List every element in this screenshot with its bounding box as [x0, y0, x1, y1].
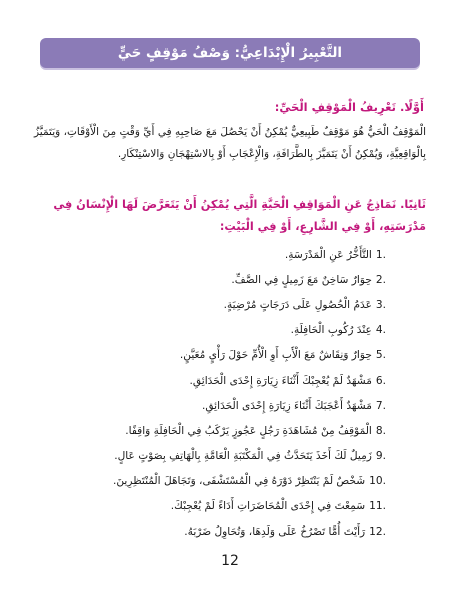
list-item — [113, 494, 386, 519]
item-text: سَمِعْتَ فِي إِحْدَى الْمُحَاضَرَاتِ أَدَاءً لَمْ يُعْجِبْكَ. — [170, 500, 366, 513]
item-text: عِنْدَ رُكُوبِ الْحَافِلَةِ. — [290, 324, 372, 337]
item-number: 5. — [375, 349, 386, 362]
item-number: 2. — [375, 273, 386, 286]
item-text: حِوَارٌ سَاخِنٌ مَعَ زَمِيلٍ فِي الصَّفِّ. — [231, 273, 372, 286]
section1-paragraph: الْمَوْقِفُ الْحَيُّ هُوَ مَوْقِفٌ طَبِيعِيٌّ يُمْكِنُ أَنْ يَحْصُلَ مَعَ صَاحِبِهِ فِي أَيِّ وَقْتٍ مِنَ الْأَوْقَاتِ، وَيَتَمَيَّزُ بِالْوَاقِعِيَّةِ، وَيُمْكِنُ أَنْ يَتَمَيَّزَ بِالطَّرَافَةِ، وَالْإِعْجَابِ أَوْ بِالاسْتِهْجَانِ وَالاسْتِنْكَارِ. — [34, 126, 426, 160]
item-number: 1. — [375, 248, 386, 261]
item-text: زَمِيلٌ لَكَ أَخَذَ يَتَحَدَّثُ فِي الْمَكْتَبَةِ الْعَامَّةِ بِالْهَاتِفِ بِصَوْتٍ عَالٍ. — [114, 450, 372, 463]
list-item — [113, 267, 386, 292]
list-item — [113, 343, 386, 368]
list-item — [113, 292, 386, 317]
section2-heading: ثَانِيًا. نَمَاذِجُ عَنِ الْمَوَاقِفِ الْحَيَّةِ الَّتِي يُمْكِنُ أَنْ يَتَعَرَّضَ لَهَا الْإِنْسَانُ فِي مَدْرَسَتِهِ، أَوْ فِي الشَّارِعِ، أَوْ فِي الْبَيْتِ: — [53, 198, 426, 233]
item-number: 12. — [369, 525, 386, 538]
item-text: حِوَارٌ وَنِقَاشٌ مَعَ الْأَبِ أَوِ الْأُمِّ حَوْلَ رَأْيٍ مُعَيَّنٍ. — [179, 349, 372, 362]
page-number: 12 — [221, 553, 239, 569]
item-number: 8. — [375, 424, 386, 437]
item-number: 9. — [375, 450, 386, 463]
item-text: التَّأَخُّرُ عَنِ الْمَدْرَسَةِ. — [284, 248, 372, 261]
item-text: الْمَوْقِفُ مِنْ مُشَاهَدَةِ رَجُلٍ عَجُوزٍ يَرْكَبُ فِي الْحَافِلَةِ وَاقِفًا. — [125, 424, 372, 437]
list-item — [113, 242, 386, 267]
list-item — [113, 444, 386, 469]
lesson-title: التَّعْبِيرُ الْإِبْدَاعِيُّ: وَصْفُ مَوْقِفٍ حَيٍّ — [117, 45, 343, 61]
list-item — [113, 393, 386, 418]
list-item — [113, 469, 386, 494]
item-text: شَخْصٌ لَمْ يَنْتَظِرْ دَوْرَهُ فِي الْمُسْتَشْفَى، وَتَجَاهَلَ الْمُنْتَظِرِينَ. — [112, 475, 366, 488]
item-number: 4. — [375, 324, 386, 337]
examples-list — [113, 242, 386, 544]
item-text: مَشْهَدٌ أَعْجَبَكَ أَثْنَاءَ زِيَارَةِ إِحْدَى الْحَدَائِقِ. — [201, 399, 372, 412]
list-item — [113, 519, 386, 544]
item-text: عَدَمُ الْحُصُولِ عَلَى دَرَجَاتٍ مُرْضِيَةٍ. — [223, 298, 372, 311]
item-text: رَأَيْتَ أُمًّا تَصْرُخُ عَلَى وَلَدِهَا، وَتُحَاوِلُ ضَرْبَهُ. — [184, 525, 366, 538]
item-number: 6. — [375, 374, 386, 387]
item-number: 3. — [375, 298, 386, 311]
list-item — [113, 418, 386, 443]
lesson-title-banner — [40, 38, 420, 68]
list-item — [113, 368, 386, 393]
list-item — [113, 318, 386, 343]
item-number: 11. — [369, 500, 386, 513]
section1-heading: أَوَّلًا. تَعْرِيفُ الْمَوْقِفِ الْحَيِّ: — [274, 100, 424, 114]
item-number: 10. — [369, 475, 386, 488]
item-text: مَشْهَدٌ لَمْ يُعْجِبْكَ أَثْنَاءَ زِيَارَةِ إِحْدَى الْحَدَائِقِ. — [189, 374, 372, 387]
item-number: 7. — [375, 399, 386, 412]
